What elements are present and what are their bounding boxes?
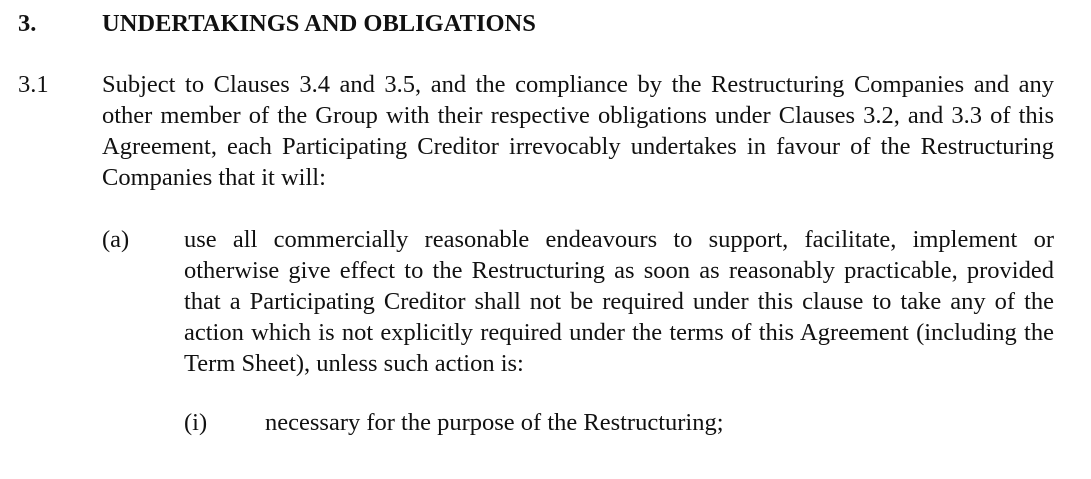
clause-number: 3.1: [18, 71, 49, 98]
paragraph-a-marker: (a): [102, 226, 130, 253]
section-number: 3.: [18, 10, 37, 37]
paragraph-a-text: use all commercially reasonable endeavours to support, facilitate, implement or otherwise give effect to the Restructuring as soon as reasonably practicable, provided that a Participating Creditor shall not be required under this clause to take any of the action which is not explicitly required under the terms of this Agreement (including the Term Sheet), unless such action is:: [184, 226, 1054, 377]
subparagraph-i-marker: (i): [184, 409, 208, 436]
clause-text: Subject to Clauses 3.4 and 3.5, and the compliance by the Restructuring Companies and any other member of the Group with their respective obligations under Clauses 3.2, and 3.3 of this Agreement, each Participating Creditor irrevocably undertakes in favour of the Restructuring Companies that it will:: [102, 71, 1054, 191]
subparagraph-i-text: necessary for the purpose of the Restructuring;: [265, 409, 724, 436]
section-title: UNDERTAKINGS AND OBLIGATIONS: [102, 10, 536, 37]
